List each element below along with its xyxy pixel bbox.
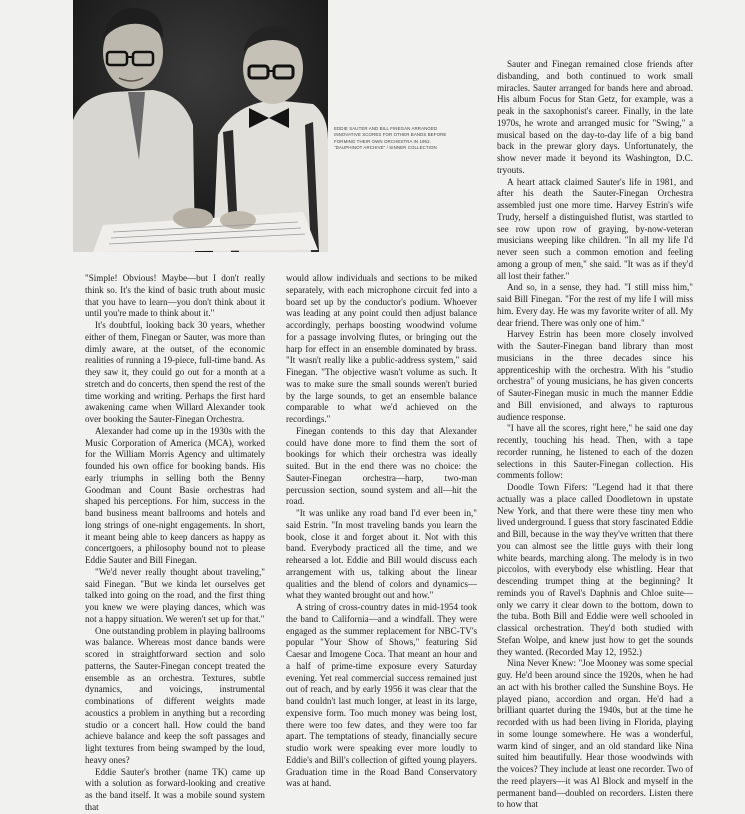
paragraph: Sauter and Finegan remained close friends after disbanding, and both continued to work small miracles. Sauter arranged for bands here and abroad. His album Focus for Stan Getz, for example, was a peak in the saxophonist's career. Finally, in the late 1970s, he wrote and arranged music for "Swing," a musical based on the day-to-day life of a big band back in the prewar glory days. Unfortunately, the show never made it beyond its Washington, D.C. tryouts. bbox=[497, 59, 693, 175]
paragraph: A heart attack claimed Sauter's life in 1981, and after his death the Sauter-Finegan Orchestra assembled just one more time. Harvey Estrin's wife Trudy, herself a distinguished flutist, was startled to see row upon row of graying, by-now-veteran musicians weeping like children. "In all my life I'd never seen such a common emotion and feeling among a group of men," she said. "It was as if they'd all lost their father." bbox=[497, 176, 693, 281]
paragraph: Alexander had come up in the 1930s with the Music Corporation of America (MCA), worked for the William Morris Agency and ultimately founded his own office for booking bands. His early triumphs in selling both the Benny Goodman and Count Basie orchestras had shaped his perceptions. For him, success in the band business meant ballrooms and hotels and long strings of one-night engagements. In short, it meant being able to keep dancers as happy as concertgoers, a philosophy bound not to please Eddie Sauter and Bill Finegan. bbox=[85, 425, 265, 565]
paragraph: Eddie Sauter's brother (name TK) came up with a solution as forward-looking and creative as the band itself. It was a mobile sound system that bbox=[85, 766, 265, 812]
paragraph: "I have all the scores, right here," he said one day recently, touching his head. Then, with a tape recorder running, he listened to each of the dozen selections in this Sauter-Finegan collection. His comments follow: bbox=[497, 423, 693, 481]
paragraph: "It was unlike any road band I'd ever been in," said Estrin. "In most traveling bands you learn the book, close it and forget about it. Not with this band. Everybody practiced all the time, and we rehearsed a lot. Eddie and Bill would discuss each arrangement with us, talking about the linear qualities and the blend of colors and dynamics—what they wanted brought out and how." bbox=[286, 508, 477, 601]
paragraph: One outstanding problem in playing ballrooms was balance. Whereas most dance bands were scored in straightforward section and solo patterns, the Sauter-Finegan concept treated the ensemble as an orchestra. Textures, subtle dynamics, and voicings, instrumental combinations of different weights made acoustics a problem in anything but a recording studio or a concert hall. How could the band achieve balance and keep the soft passages and light textures from being swamped by the loud, heavy ones? bbox=[85, 625, 265, 765]
paragraph: Harvey Estrin has been more closely involved with the Sauter-Finegan band library than most musicians in the three decades since his apprenticeship with the orchestra. With his "studio orchestra" of young musicians, he has given concerts of Sauter-Finegan music in much the manner Eddie and Bill envisioned, and always to rapturous audience response. bbox=[497, 329, 693, 422]
photo-caption: EDDIE SAUTER AND BILL FINEGAN ARRANGED INNOVATIVE SCORES FOR OTHER BANDS BEFORE FORMING THEIR OWN ORCHESTRA IN 1952. "DAUPHINOT ARCHIVE" / SINNER COLLECTION bbox=[334, 126, 447, 150]
text-column-2 bbox=[286, 273, 477, 790]
paragraph: It's doubtful, looking back 30 years, whether either of them, Finegan or Sauter, was more than dimly aware, at the outset, of the economic realities of running a 19-piece, full-time band. As they saw it, they could go out for a month at a stretch and do concerts, then spend the rest of the time working and writing. Perhaps the first hard awakening came when Willard Alexander took over booking the Sauter-Finegan Orchestra. bbox=[85, 320, 265, 424]
paragraph: "We'd never really thought about traveling," said Finegan. "But we kinda let ourselves get talked into going on the road, and the first thing you knew we were playing dances, which was not a happy situation. We weren't set up for that." bbox=[85, 566, 265, 624]
paragraph: A string of cross-country dates in mid-1954 took the band to California—and a windfall. They were engaged as the summer replacement for NBC-TV's popular "Your Show of Shows," featuring Sid Caesar and Imogene Coca. That meant an hour and a half of prime-time exposure every Saturday evening. Yet real commercial success remained just out of reach, and by early 1956 it was clear that the band couldn't last much longer, at least in its large, expensive form. Too much money was being lost, there were too few dates, and they were too far apart. The temptations of steady, financially secure studio work were speaking ever more loudly to Eddie's and Bill's collection of gifted young players. Graduation time in the Road Band Conservatory was at hand. bbox=[286, 602, 477, 789]
sauter-finegan-photo bbox=[73, 0, 328, 252]
paragraph: And so, in a sense, they had. "I still miss him," said Bill Finegan. "For the rest of my life I will miss him. Every day. He was my favorite writer of all. My dear friend. There was only one of him." bbox=[497, 282, 693, 328]
photo-illustration bbox=[73, 0, 328, 252]
text-column-3 bbox=[497, 59, 693, 811]
paragraph: would allow individuals and sections to be miked separately, with each microphone circuit fed into a board set up by the conductor's podium. Whoever was leading at any point could then adjust balance accordingly, perhaps boosting woodwind volume for a passage involving flutes, or bringing out the harp for effect in an ensemble dominated by brass. "It wasn't really like a public-address system," said Finegan. "The objective wasn't volume as such. It was to make sure the small sounds weren't buried by the large sounds, to get an ensemble balance comparable to what we'd achieved on the recordings." bbox=[286, 273, 477, 424]
paragraph: "Simple! Obvious! Maybe—but I don't really think so. It's the kind of basic truth about music that you have to learn—you don't think about it until you're made to think about it." bbox=[85, 273, 265, 319]
text-column-1 bbox=[85, 273, 265, 814]
paragraph: Doodle Town Fifers: "Legend had it that there actually was a place called Doodletown in upstate New York, and that there were these tiny men who lived underground. I guess that story fascinated Eddie and Bill, because in the way they've written that there you can almost see the little guys with their long white beards, marching along. The melody is in two piccolos, with everybody else whistling. Hear that descending trumpet thing at the beginning? It reminds you of Ravel's Daphnis and Chloe suite—only we carry it clear down to the bottom, down to the tuba. Both Bill and Eddie were well schooled in classical orchestration. They'd both studied with Stefan Wolpe, and knew just how to get the sounds they wanted. (Recorded May 12, 1952.) bbox=[497, 482, 693, 657]
paragraph: Finegan contends to this day that Alexander could have done more to find them the sort of bookings for which their orchestra was ideally suited. But in the end there was no choice: the Sauter-Finegan orchestra—harp, two-man percussion section, sound system and all—hit the road. bbox=[286, 425, 477, 507]
paragraph: Nina Never Knew: "Joe Mooney was some special guy. He'd been around since the 1920s, when he had an act with his brother called the Sunshine Boys. He played piano, accordion and organ. He'd had a brilliant quartet during the 1940s, but at the time he recorded with us had been living in Florida, playing in some lounge somewhere. He was a wonderful, warm kind of singer, and an old standard like Nina suited him beautifully. Hear those woodwinds with the voices? They include at least one recorder. Two of the reed players—it was Al Block and myself in the permanent band—doubled on recorders. Listen there to how that bbox=[497, 658, 693, 810]
